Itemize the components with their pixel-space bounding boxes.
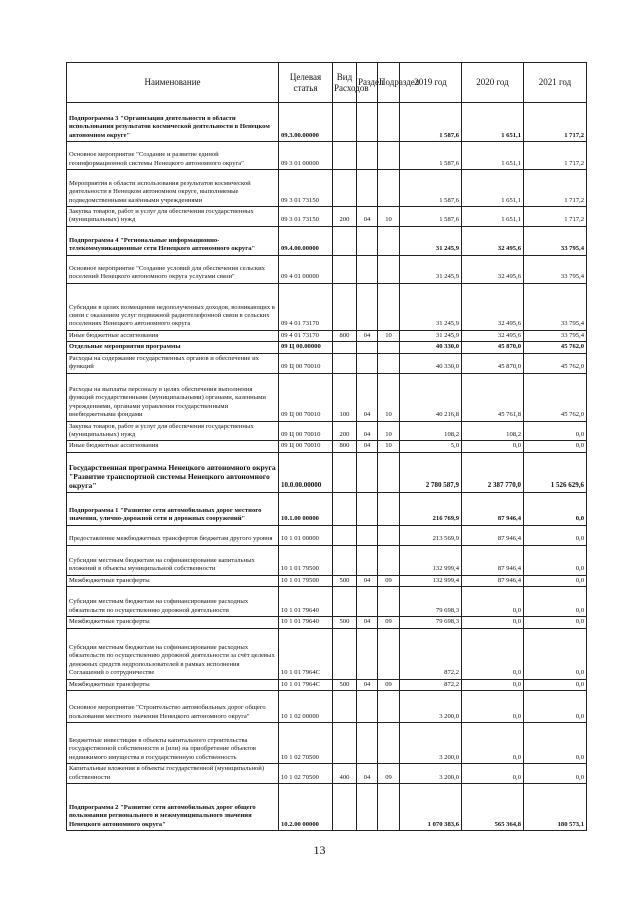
cell-y3: 0,0 <box>524 628 587 679</box>
cell-rz <box>357 226 378 255</box>
cell-cs: 10 1 02 70500 <box>279 764 333 784</box>
cell-pr: 10 <box>378 373 400 421</box>
cell-y3: 0,0 <box>524 492 587 525</box>
cell-y1: 872,2 <box>400 679 462 690</box>
cell-name: Основное мероприятие "Строительство автомобильных дорог общего пользования местного значения Ненецкого автономного округа" <box>67 691 279 723</box>
cell-y1: 1 587,6 <box>400 103 462 142</box>
cell-vr: 800 <box>333 441 357 452</box>
cell-cs: 09 Ц 00.00000 <box>279 342 333 353</box>
cell-y3: 1 717,2 <box>524 103 587 142</box>
cell-pr <box>378 587 400 617</box>
budget-table <box>66 62 587 831</box>
cell-cs: 10 1 01 7964С <box>279 679 333 690</box>
cell-y3: 1 526 629,6 <box>524 452 587 492</box>
cell-name: Закупка товаров, работ и услуг для обеспечения государственных (муниципальных) нужд <box>67 421 279 441</box>
cell-name: Основное мероприятие "Создание и развитие единой геоинформационной системы Ненецкого автономного округа" <box>67 142 279 170</box>
cell-pr <box>378 691 400 723</box>
cell-vr: 200 <box>333 207 357 227</box>
cell-y1: 79 698,3 <box>400 617 462 628</box>
cell-y3: 45 762,0 <box>524 353 587 373</box>
cell-rz <box>357 452 378 492</box>
header-target-article: Целевая статья <box>279 63 333 103</box>
cell-name: Иные бюджетные ассигнования <box>67 441 279 452</box>
cell-cs: 10 1 01 00000 <box>279 525 333 545</box>
cell-vr <box>333 723 357 764</box>
cell-y2: 32 495,6 <box>462 330 524 341</box>
table-row <box>67 421 587 441</box>
cell-rz <box>357 342 378 353</box>
table-row <box>67 142 587 170</box>
cell-pr <box>378 142 400 170</box>
table-row <box>67 545 587 575</box>
header-subsection: Подраздел <box>378 63 400 103</box>
cell-y3: 33 795,4 <box>524 283 587 330</box>
cell-vr: 200 <box>333 421 357 441</box>
cell-cs: 10 1 01 79640 <box>279 617 333 628</box>
cell-pr <box>378 452 400 492</box>
cell-y3: 33 795,4 <box>524 255 587 283</box>
table-body <box>67 103 587 831</box>
cell-cs: 09 Ц 00 70010 <box>279 353 333 373</box>
cell-rz: 04 <box>357 421 378 441</box>
table-row <box>67 170 587 207</box>
cell-y2: 0,0 <box>462 617 524 628</box>
cell-cs: 09 3 01 73150 <box>279 170 333 207</box>
cell-y3: 0,0 <box>524 421 587 441</box>
cell-cs: 09.4.00.00000 <box>279 226 333 255</box>
cell-y1: 1 587,6 <box>400 170 462 207</box>
cell-y1: 1 587,6 <box>400 142 462 170</box>
cell-cs: 09 Ц 00 70010 <box>279 373 333 421</box>
table-row <box>67 283 587 330</box>
cell-y3: 0,0 <box>524 575 587 586</box>
cell-y3: 1 717,2 <box>524 142 587 170</box>
cell-y3: 0,0 <box>524 617 587 628</box>
cell-rz <box>357 103 378 142</box>
header-year-2020: 2020 год <box>462 63 524 103</box>
cell-y2: 32 495,6 <box>462 255 524 283</box>
cell-y1: 40 330,0 <box>400 342 462 353</box>
cell-vr <box>333 283 357 330</box>
cell-vr <box>333 587 357 617</box>
cell-pr <box>378 628 400 679</box>
table-row <box>67 764 587 784</box>
cell-rz <box>357 628 378 679</box>
cell-y3: 0,0 <box>524 441 587 452</box>
table-row <box>67 587 587 617</box>
cell-cs: 09 Ц 00 70010 <box>279 441 333 452</box>
cell-y1: 2 780 587,9 <box>400 452 462 492</box>
cell-cs: 10 1 01 7964С <box>279 628 333 679</box>
cell-y1: 1 587,6 <box>400 207 462 227</box>
cell-pr: 10 <box>378 421 400 441</box>
cell-name: Иные бюджетные ассигнования <box>67 330 279 341</box>
cell-rz: 04 <box>357 764 378 784</box>
table-row <box>67 207 587 227</box>
cell-y1: 31 245,9 <box>400 330 462 341</box>
cell-vr <box>333 784 357 831</box>
cell-vr <box>333 492 357 525</box>
cell-y2: 45 761,8 <box>462 373 524 421</box>
cell-name: Межбюджетные трансферты <box>67 617 279 628</box>
cell-vr: 500 <box>333 617 357 628</box>
cell-vr <box>333 170 357 207</box>
cell-name: Отдельные мероприятия программы <box>67 342 279 353</box>
cell-y3: 1 717,2 <box>524 170 587 207</box>
cell-rz <box>357 255 378 283</box>
cell-pr: 10 <box>378 330 400 341</box>
cell-vr <box>333 525 357 545</box>
cell-rz <box>357 587 378 617</box>
cell-y3: 0,0 <box>524 691 587 723</box>
table-row <box>67 575 587 586</box>
table-row <box>67 353 587 373</box>
cell-name: Подпрограмма 3 "Организация деятельности в области использования результатов космической деятельности в Ненецком автономном округе" <box>67 103 279 142</box>
cell-pr <box>378 342 400 353</box>
table-row <box>67 226 587 255</box>
cell-y1: 3 200,0 <box>400 764 462 784</box>
cell-y1: 872,2 <box>400 628 462 679</box>
cell-y1: 3 200,0 <box>400 691 462 723</box>
table-row <box>67 452 587 492</box>
cell-y2: 45 870,0 <box>462 342 524 353</box>
cell-cs: 10 1 01 79500 <box>279 545 333 575</box>
cell-y2: 1 651,1 <box>462 207 524 227</box>
cell-cs: 09 Ц 00 70010 <box>279 421 333 441</box>
header-expense-type: Вид Расходов <box>333 63 357 103</box>
cell-cs: 10 1 01 79640 <box>279 587 333 617</box>
cell-vr <box>333 342 357 353</box>
header-year-2021: 2021 год <box>524 63 587 103</box>
cell-y2: 87 946,4 <box>462 545 524 575</box>
cell-y2: 0,0 <box>462 764 524 784</box>
cell-cs: 09 4 01 00000 <box>279 255 333 283</box>
cell-y1: 31 245,9 <box>400 283 462 330</box>
cell-rz <box>357 142 378 170</box>
cell-pr <box>378 226 400 255</box>
table-row <box>67 330 587 341</box>
cell-y2: 0,0 <box>462 441 524 452</box>
cell-y2: 1 651,1 <box>462 170 524 207</box>
cell-pr <box>378 784 400 831</box>
cell-name: Капитальные вложения в объекты государственной (муниципальной) собственности <box>67 764 279 784</box>
cell-y3: 0,0 <box>524 679 587 690</box>
cell-rz: 04 <box>357 373 378 421</box>
table-row <box>67 691 587 723</box>
cell-y2: 2 387 770,0 <box>462 452 524 492</box>
cell-y2: 1 651,1 <box>462 103 524 142</box>
cell-vr <box>333 255 357 283</box>
cell-y2: 87 946,4 <box>462 492 524 525</box>
cell-cs: 10 1 01 79500 <box>279 575 333 586</box>
cell-name: Межбюджетные трансферты <box>67 679 279 690</box>
cell-vr: 500 <box>333 679 357 690</box>
cell-y1: 213 569,9 <box>400 525 462 545</box>
cell-cs: 10.0.00.00000 <box>279 452 333 492</box>
table-row <box>67 628 587 679</box>
table-row <box>67 723 587 764</box>
cell-cs: 10.1.00 00000 <box>279 492 333 525</box>
cell-name: Государственная программа Ненецкого автономного округа "Развитие транспортной системы Ненецкого автономного округа" <box>67 452 279 492</box>
table-row <box>67 103 587 142</box>
cell-cs: 09 3 01 00000 <box>279 142 333 170</box>
table-row <box>67 784 587 831</box>
cell-y3: 45 762,0 <box>524 373 587 421</box>
cell-y1: 216 769,9 <box>400 492 462 525</box>
cell-y2: 0,0 <box>462 587 524 617</box>
table-row <box>67 617 587 628</box>
cell-vr: 100 <box>333 373 357 421</box>
header-section: Раздел <box>357 63 378 103</box>
cell-y2: 87 946,4 <box>462 575 524 586</box>
cell-pr: 10 <box>378 441 400 452</box>
page-number: 13 <box>313 843 326 857</box>
cell-name: Субсидии в целях возмещения недополученных доходов, возникающих в связи с оказанием услуг подвижной радиотелефонной связи в сельских поселениях Ненецкого автономного округа <box>67 283 279 330</box>
cell-y2: 0,0 <box>462 723 524 764</box>
cell-name: Основное мероприятие "Создание условий для обеспечения сельских поселений Ненецкого автономного округа услугами связи" <box>67 255 279 283</box>
cell-y3: 0,0 <box>524 764 587 784</box>
cell-name: Расходы на содержание государственных органов и обеспечение их функций <box>67 353 279 373</box>
cell-cs: 09 4 01 73170 <box>279 283 333 330</box>
cell-y2: 108,2 <box>462 421 524 441</box>
cell-pr: 09 <box>378 679 400 690</box>
cell-y1: 40 216,8 <box>400 373 462 421</box>
cell-vr <box>333 142 357 170</box>
cell-rz <box>357 691 378 723</box>
cell-y2: 565 364,8 <box>462 784 524 831</box>
cell-vr <box>333 628 357 679</box>
cell-cs: 09 4 01 73170 <box>279 330 333 341</box>
cell-rz <box>357 353 378 373</box>
cell-y1: 31 245,9 <box>400 255 462 283</box>
cell-pr: 09 <box>378 575 400 586</box>
cell-name: Субсидии местным бюджетам на софинансирование капитальных вложений в объекты муниципальной собственности <box>67 545 279 575</box>
cell-pr <box>378 723 400 764</box>
cell-y3: 180 573,1 <box>524 784 587 831</box>
cell-y2: 1 651,1 <box>462 142 524 170</box>
cell-y1: 132 999,4 <box>400 545 462 575</box>
cell-vr <box>333 353 357 373</box>
cell-name: Расходы на выплаты персоналу в целях обеспечения выполнения функций государственными (муниципальными) органами, казенными учреждениями, органами управления государственными внебюджетными фондами <box>67 373 279 421</box>
table-row <box>67 255 587 283</box>
cell-pr <box>378 525 400 545</box>
cell-pr <box>378 353 400 373</box>
cell-name: Межбюджетные трансферты <box>67 575 279 586</box>
cell-name: Подпрограмма 2 "Развитие сети автомобильных дорог общего пользования регионального и межмуниципального значения Ненецкого автономного округа" <box>67 784 279 831</box>
cell-pr <box>378 255 400 283</box>
table-row <box>67 342 587 353</box>
cell-y3: 0,0 <box>524 525 587 545</box>
cell-y3: 1 717,2 <box>524 207 587 227</box>
cell-cs: 10 1 02 00000 <box>279 691 333 723</box>
cell-y1: 40 330,0 <box>400 353 462 373</box>
cell-rz: 04 <box>357 575 378 586</box>
cell-name: Субсидии местным бюджетам на софинансирование расходных обязательств по осуществлению дорожной деятельности <box>67 587 279 617</box>
cell-pr: 09 <box>378 764 400 784</box>
cell-rz: 04 <box>357 207 378 227</box>
cell-vr: 800 <box>333 330 357 341</box>
cell-y1: 132 999,4 <box>400 575 462 586</box>
cell-pr <box>378 492 400 525</box>
cell-pr: 10 <box>378 207 400 227</box>
cell-y1: 79 698,3 <box>400 587 462 617</box>
cell-y3: 0,0 <box>524 723 587 764</box>
cell-cs: 09.3.00.00000 <box>279 103 333 142</box>
cell-rz <box>357 283 378 330</box>
cell-vr: 400 <box>333 764 357 784</box>
cell-rz <box>357 784 378 831</box>
table-row <box>67 441 587 452</box>
cell-y1: 1 070 383,6 <box>400 784 462 831</box>
cell-y2: 87 946,4 <box>462 525 524 545</box>
cell-rz <box>357 492 378 525</box>
cell-vr: 500 <box>333 575 357 586</box>
cell-y2: 32 495,6 <box>462 226 524 255</box>
cell-pr <box>378 545 400 575</box>
cell-rz <box>357 545 378 575</box>
cell-rz <box>357 525 378 545</box>
cell-vr <box>333 545 357 575</box>
table-row <box>67 492 587 525</box>
cell-vr <box>333 226 357 255</box>
cell-name: Субсидии местным бюджетам на софинансирование расходных обязательств по осуществлению дорожной деятельности за счёт целевых денежных средств недропользователей в рамках исполнения Соглашений о сотрудничестве <box>67 628 279 679</box>
cell-cs: 10.2.00 00000 <box>279 784 333 831</box>
cell-vr <box>333 452 357 492</box>
cell-y3: 45 762,0 <box>524 342 587 353</box>
cell-y1: 5,0 <box>400 441 462 452</box>
cell-y2: 32 495,6 <box>462 283 524 330</box>
cell-y3: 33 795,4 <box>524 226 587 255</box>
cell-rz: 04 <box>357 617 378 628</box>
cell-name: Подпрограмма 1 "Развитие сети автомобильных дорог местного значения, улично-дорожной сети и дорожных сооружений" <box>67 492 279 525</box>
table-row <box>67 373 587 421</box>
table-row <box>67 525 587 545</box>
cell-y2: 0,0 <box>462 691 524 723</box>
cell-name: Мероприятия в области использования результатов космической деятельности в Ненецком автономном округе, выполняемые подведомственными казёнными учреждениями <box>67 170 279 207</box>
cell-name: Закупка товаров, работ и услуг для обеспечения государственных (муниципальных) нужд <box>67 207 279 227</box>
cell-pr <box>378 103 400 142</box>
cell-pr: 09 <box>378 617 400 628</box>
cell-y3: 33 795,4 <box>524 330 587 341</box>
cell-rz: 04 <box>357 679 378 690</box>
cell-y1: 108,2 <box>400 421 462 441</box>
cell-cs: 10 1 02 70500 <box>279 723 333 764</box>
table-header-row <box>67 63 587 103</box>
cell-rz: 04 <box>357 441 378 452</box>
table-row <box>67 679 587 690</box>
cell-y2: 45 870,0 <box>462 353 524 373</box>
cell-y1: 31 245,9 <box>400 226 462 255</box>
cell-name: Подпрограмма 4 "Региональные информационно-телекоммуникационные сети Ненецкого автономного округа" <box>67 226 279 255</box>
cell-y2: 0,0 <box>462 679 524 690</box>
cell-rz: 04 <box>357 330 378 341</box>
cell-name: Бюджетные инвестиции в объекты капитального строительства государственной собственности и (или) на приобретение объектов недвижимого имущества в государственную собственность <box>67 723 279 764</box>
cell-y3: 0,0 <box>524 545 587 575</box>
header-year-2019: 2019 год <box>400 63 462 103</box>
cell-vr <box>333 103 357 142</box>
cell-pr <box>378 283 400 330</box>
cell-pr <box>378 170 400 207</box>
header-name: Наименование <box>67 63 279 103</box>
cell-rz <box>357 170 378 207</box>
cell-y3: 0,0 <box>524 587 587 617</box>
cell-name: Предоставление межбюджетных трансфертов бюджетам другого уровня <box>67 525 279 545</box>
cell-vr <box>333 691 357 723</box>
cell-cs: 09 3 01 73150 <box>279 207 333 227</box>
cell-y1: 3 200,0 <box>400 723 462 764</box>
cell-y2: 0,0 <box>462 628 524 679</box>
cell-rz <box>357 723 378 764</box>
